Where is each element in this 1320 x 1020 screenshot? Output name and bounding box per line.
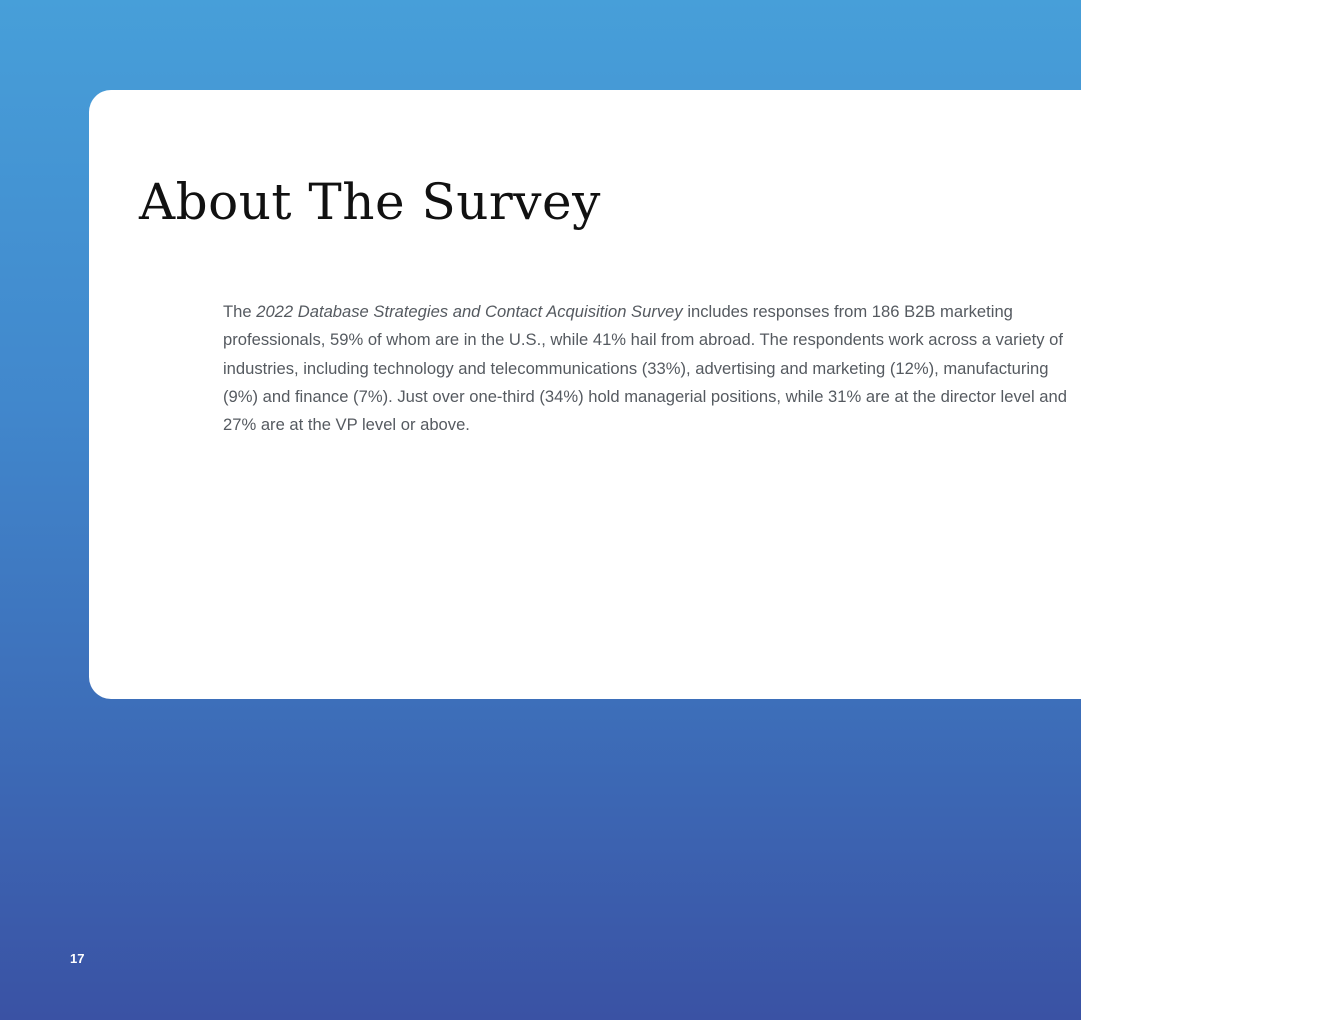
survey-name: 2022 Database Strategies and Contact Acquisition Survey	[256, 302, 683, 321]
paragraph-intro: The	[223, 302, 257, 321]
page-title: About The Survey	[139, 173, 601, 231]
page-number: 17	[70, 951, 85, 966]
survey-description	[223, 298, 1085, 439]
paragraph-body: includes responses from 186 B2B marketing professionals, 59% of whom are in the U.S., while 41% hail from abroad. The respondents work across a variety of industries, including technology and telecommunications (33%), advertising and marketing (12%), manufacturing (9%) and finance (7%). Just over one-third (34%) hold managerial positions, while 31% are at the director level and 27% are at the VP level or above.	[223, 302, 1067, 435]
